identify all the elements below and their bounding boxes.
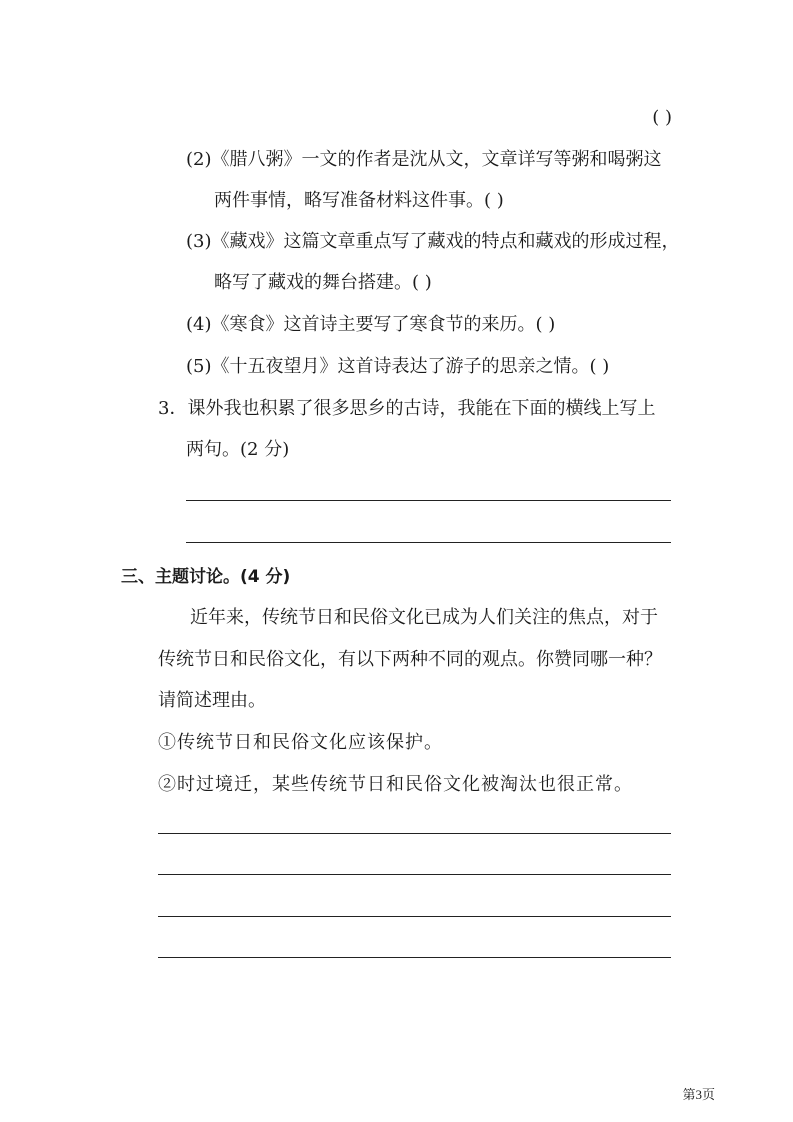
viewpoint-option-1: ①传统节日和民俗文化应该保护。	[158, 732, 443, 753]
answer-line[interactable]	[158, 833, 671, 834]
judgement-item-2-line2: 两件事情，略写准备材料这件事。( )	[214, 190, 504, 211]
section-heading: 三、主题讨论。(4 分)	[121, 567, 291, 587]
answer-line[interactable]	[158, 874, 671, 875]
judgement-item-2-line1: (2)《腊八粥》一文的作者是沈从文，文章详写等粥和喝粥这	[186, 149, 662, 170]
question-3-line1: 3．课外我也积累了很多思乡的古诗，我能在下面的横线上写上	[158, 398, 656, 419]
page-number: 第3页	[682, 1087, 715, 1102]
judgement-item-5: (5)《十五夜望月》这首诗表达了游子的思亲之情。( )	[186, 356, 610, 377]
section-paragraph-line1: 近年来，传统节日和民俗文化已成为人们关注的焦点，对于	[190, 607, 658, 628]
section-paragraph-line2: 传统节日和民俗文化，有以下两种不同的观点。你赞同哪一种？	[158, 649, 662, 670]
answer-line[interactable]	[186, 500, 671, 501]
judgement-item-4: (4)《寒食》这首诗主要写了寒食节的来历。( )	[186, 314, 556, 335]
answer-line[interactable]	[186, 542, 671, 543]
answer-line[interactable]	[158, 916, 671, 917]
judgement-item-3-line2: 略写了藏戏的舞台搭建。( )	[214, 272, 432, 293]
question-3-line2: 两句。(2 分)	[186, 439, 290, 460]
judgement-item-3-line1: (3)《藏戏》这篇文章重点写了藏戏的特点和藏戏的形成过程，	[186, 231, 680, 252]
answer-line[interactable]	[158, 957, 671, 958]
viewpoint-option-2: ②时过境迁，某些传统节日和民俗文化被淘汰也很正常。	[158, 774, 633, 795]
answer-paren: ( )	[652, 107, 672, 128]
section-paragraph-line3: 请简述理由。	[158, 690, 266, 711]
